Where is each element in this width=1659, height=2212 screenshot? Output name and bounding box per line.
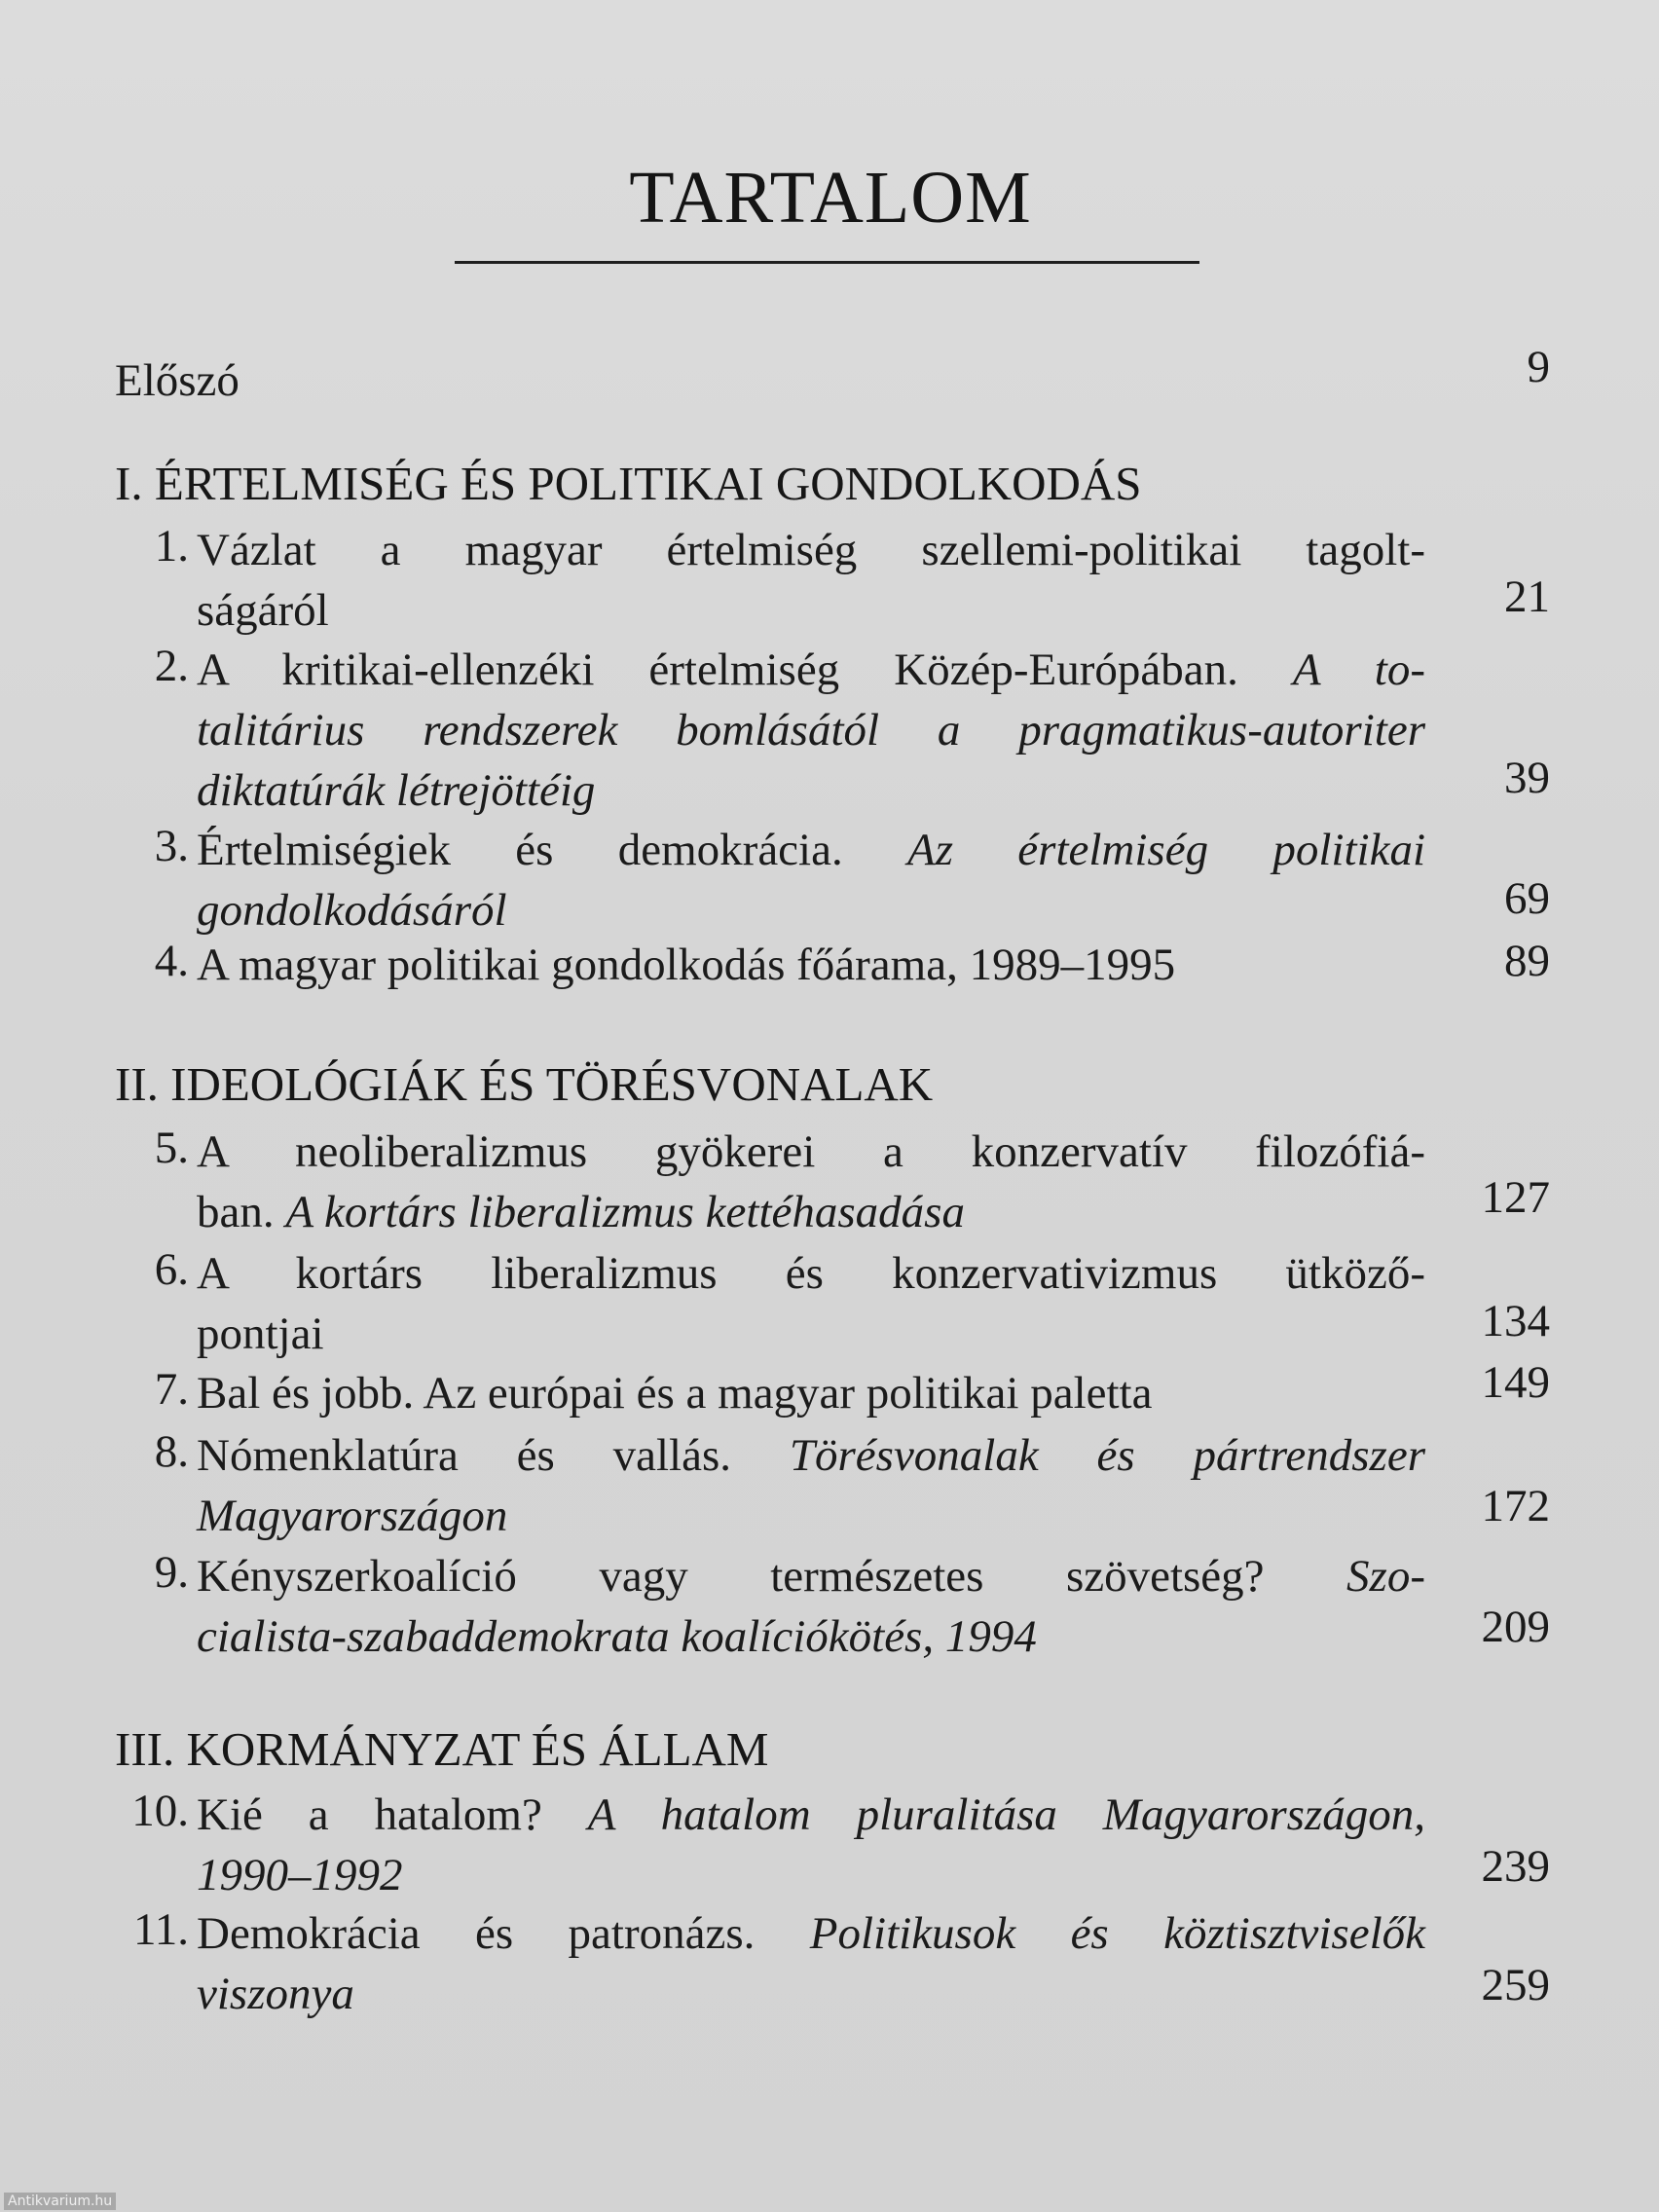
entry-page: 39 <box>1504 753 1550 803</box>
entry-page: 69 <box>1504 873 1550 924</box>
entry-title: Értelmiségiek és demokrácia. <box>197 825 843 875</box>
entry-page: 172 <box>1481 1481 1550 1531</box>
entry-number: 9. <box>154 1547 189 1598</box>
watermark: Antikvarium.hu <box>4 2193 116 2210</box>
entry-title-line: Bal és jobb. Az európai és a magyar politikai paletta <box>197 1368 1153 1419</box>
entry-title-line: Vázlat a magyar értelmiség szellemi-politikai tagolt- <box>197 525 1425 575</box>
entry-subtitle: Politikusok és köztisztviselők <box>809 1908 1425 1959</box>
entry-subtitle: A to- <box>1292 645 1425 695</box>
entry-title-line: A neoliberalizmus gyökerei a konzervatív filozófiá- <box>197 1126 1425 1177</box>
entry-subtitle: Törésvonalak és pártrendszer <box>789 1430 1425 1481</box>
entry-title-line: pontjai <box>197 1309 324 1359</box>
entry-number: 8. <box>154 1426 189 1477</box>
page-title: TARTALOM <box>629 157 1032 239</box>
entry-subtitle: Magyarországon <box>197 1491 508 1541</box>
part-heading-3: III. KORMÁNYZAT ÉS ÁLLAM <box>115 1722 769 1776</box>
entry-subtitle: cialista-szabaddemokrata koalíciókötés, 1994 <box>197 1611 1037 1662</box>
entry-number: 3. <box>154 821 189 871</box>
entry-page: 149 <box>1481 1357 1550 1408</box>
title-rule <box>455 261 1199 264</box>
entry-page: 209 <box>1481 1602 1550 1652</box>
entry-number: 11. <box>132 1904 189 1955</box>
entry-page: 239 <box>1481 1841 1550 1892</box>
entry-page: 259 <box>1481 1960 1550 2010</box>
entry-subtitle: A hatalom pluralitása Magyarországon, <box>587 1789 1425 1840</box>
entry-subtitle: gondolkodásáról <box>197 885 507 936</box>
entry-number: 1. <box>154 521 189 571</box>
entry-subtitle: 1990–1992 <box>197 1850 403 1900</box>
entry-subtitle: diktatúrák létrejöttéig <box>197 765 596 816</box>
part-heading-2: II. IDEOLÓGIÁK ÉS TÖRÉSVONALAK <box>115 1057 934 1111</box>
entry-page: 89 <box>1504 936 1550 986</box>
entry-page: 21 <box>1504 571 1550 622</box>
entry-title-line: A magyar politikai gondolkodás főárama, 1989–1995 <box>197 940 1176 990</box>
entry-subtitle: Szo- <box>1346 1551 1425 1602</box>
entry-title: Demokrácia és patronázs. <box>197 1908 756 1959</box>
entry-page: 127 <box>1481 1172 1550 1223</box>
part-heading-1: I. ÉRTELMISÉG ÉS POLITIKAI GONDOLKODÁS <box>115 457 1142 510</box>
entry-number: 7. <box>154 1364 189 1415</box>
entry-number: 5. <box>154 1123 189 1173</box>
entry-page: 134 <box>1481 1296 1550 1346</box>
entry-title: ban. <box>197 1187 275 1237</box>
entry-subtitle: viszonya <box>197 1969 354 2019</box>
entry-subtitle: talitárius rendszerek bomlásától a pragmatikus-autoriter <box>197 705 1425 756</box>
entry-number: 2. <box>154 641 189 691</box>
entry-subtitle: A kortárs liberalizmus kettéhasadása <box>285 1187 965 1237</box>
entry-title-line: A kortárs liberalizmus és konzervativizmus ütköző- <box>197 1248 1425 1299</box>
entry-subtitle: Az értelmiség politikai <box>907 825 1426 875</box>
entry-number: 10. <box>131 1786 189 1836</box>
entry-number: 4. <box>154 936 189 986</box>
entry-number: 6. <box>154 1244 189 1295</box>
entry-title: A kritikai-ellenzéki értelmiség Közép-Európában. <box>197 645 1238 695</box>
entry-title: Kényszerkoalíció vagy természetes szövetség? <box>197 1551 1265 1602</box>
preface-page: 9 <box>1527 342 1550 392</box>
entry-title: Nómenklatúra és vallás. <box>197 1430 732 1481</box>
preface-label: Előszó <box>115 355 240 406</box>
entry-title-line: ságáról <box>197 585 329 636</box>
entry-title: Kié a hatalom? <box>197 1789 542 1840</box>
